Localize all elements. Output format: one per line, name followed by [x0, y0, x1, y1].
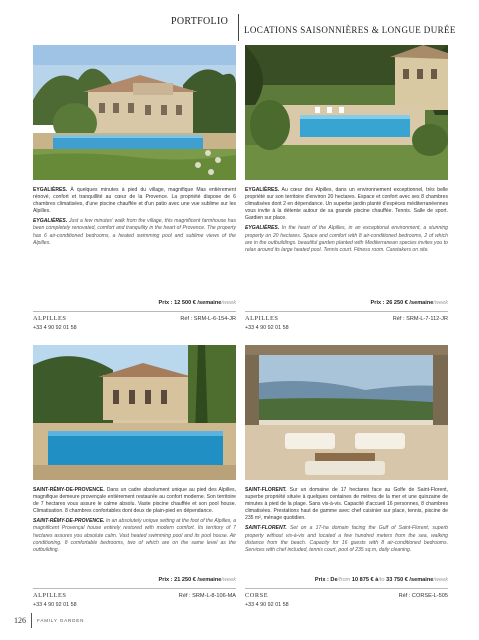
listing-divider-2 [245, 311, 448, 312]
price-value: Prix : 21 250 € /semaine [158, 577, 222, 583]
price-to: /to [378, 577, 385, 583]
listing-text-en: Just a few minutes' walk from the village, this magnificent farmhouse has been completely renovated, comfort and tranquility in the heart of Provence. The property has 6 air-conditioned bedrooms, a heated swimming pool and sublime views of the Alpilles. [33, 218, 237, 246]
header-divider [238, 14, 239, 41]
listing-place-en: SAINT-RÉMY-DE-PROVENCE. [33, 518, 105, 525]
listing-photo-2[interactable] [245, 45, 448, 180]
listing-reference-1: Réf : SRM-L-6-154-JR [180, 316, 236, 322]
listing-text-en: In an absolutely unique setting at the foot of the Alpilles, a magnificent Provençal house entirely restored with modern comfort. Its territory of 7 hectares assures you absolute calm. Vast heated swimming pool and its pool house. Air conditioning. 8 comfortable bedrooms, two of which are on the same level as the outbuilding. [33, 518, 237, 553]
listing-photo-1[interactable] [33, 45, 236, 180]
listing-text-fr: À quelques minutes à pied du village, magnifique Mas entièrement rénové, confort et tranquillité au cœur de la Provence. La propriété dispose de 6 chambres climatisées, d'une piscine chauffée et d'un patio avec une vue sublime sur les Alpilles. [33, 187, 236, 215]
listing-description-4 [245, 487, 448, 557]
listing-place: EYGALIÈRES. [245, 187, 280, 193]
footer-divider [31, 613, 32, 628]
listing-price-1 [33, 300, 236, 306]
listing-text-fr: Dans un cadre absolument unique au pied des Alpilles, magnifique demeure provençale entièrement restaurée au confort moderne. Son territoire de 7 hectares vous assure le calme absolu. Vaste piscine chauffée et son pool house. Climatisation. 8 chambres confortables dont deux de plain-pied en dépendance. [33, 487, 236, 515]
price-unit: /week [433, 577, 448, 583]
listing-phone-3[interactable]: +33 4 90 92 01 58 [33, 602, 77, 608]
listing-region-2: ALPILLES [245, 315, 279, 322]
listing-text-en: Set on a 17-ha domain facing the Gulf of Saint-Florent, superb property without vis-à-vis and located a few hundred meters from the sea, walking distance from the beach. Capacity for 16 guests with 8 air-conditioned bedrooms. Services with chef included, tennis court, pool of 235 sq.m, daily cleaning. [245, 525, 448, 553]
listing-place-en: SAINT-FLORENT. [245, 525, 287, 532]
listing-description-3 [33, 487, 236, 557]
listing-reference-4: Réf : CORSE-L-505 [398, 593, 448, 599]
price-value: Prix : 26 250 € /semaine [370, 300, 434, 306]
price-unit: /week [221, 577, 236, 583]
listing-text-fr: Au cœur des Alpilles, dans un environnement exceptionnel, très belle propriété sur son territoire d'environ 20 hectares. Espace et confort avec ses 8 chambres climatisées dont 2 en dépendance. Un superbe jardin planté d'espèces méditerranéennes vous invite à la détente autour de sa grande piscine chauffée. Tennis. Salle de sport. Gardien sur place. [245, 187, 448, 222]
page-header [171, 14, 479, 35]
price-unit: /week [433, 300, 448, 306]
listing-text-fr: Sur un domaine de 17 hectares face au Golfe de Saint-Florent, superbe propriété située à quelques centaines de mètres de la mer et une quinzaine de minutes à pied de la plage. Sans vis-à-vis. Capacité d'accueil 16 personnes, 8 chambres climatisées. Prestations haut de gamme avec chef cuisinier sur place, tennis, piscine de 235 m², ménage quotidien. [245, 487, 448, 522]
listing-phone-4[interactable]: +33 4 90 92 01 58 [245, 602, 289, 608]
page-number: 126 [14, 616, 26, 625]
listing-reference-3: Réf : SRM-L-8-106-MA [178, 593, 236, 599]
price-unit: /week [221, 300, 236, 306]
listing-description-2 [245, 187, 448, 257]
listing-price-3 [33, 577, 236, 583]
listing-place: EYGALIÈRES. [33, 187, 68, 193]
listing-description-1 [33, 187, 236, 250]
price-from: /from [337, 577, 351, 583]
listing-place: SAINT-FLORENT. [245, 487, 287, 493]
listing-divider-3 [33, 588, 236, 589]
listing-region-4: CORSE [245, 592, 269, 599]
section-subtitle: LOCATIONS SAISONNIÈRES & LONGUE DURÉE [244, 25, 456, 35]
price-value: Prix : 12 500 € /semaine [158, 300, 222, 306]
price-value: 10 875 € à [350, 577, 379, 583]
listing-reference-2: Réf : SRM-L-7-112-JR [392, 316, 448, 322]
listing-place-en: EYGALIÈRES. [245, 225, 280, 232]
listing-divider-1 [33, 311, 236, 312]
listing-phone-2[interactable]: +33 4 90 92 01 58 [245, 325, 289, 331]
price-value-max: 33 750 € /semaine [384, 577, 434, 583]
listing-place: SAINT-RÉMY-DE-PROVENCE. [33, 487, 105, 493]
listing-photo-3[interactable] [33, 345, 236, 480]
listing-photo-4[interactable] [245, 345, 448, 480]
listing-region-1: ALPILLES [33, 315, 67, 322]
listing-text-en: In the heart of the Alpilles, in an exceptional environment, a stunning property on 20 hectares. Space and comfort with 8 air-conditioned bedrooms, 2 of which are in the outbuildings. beautiful garden planted with Mediterranean species invites you to relax around its large heated pool. Tennis court. Fitness room. Caretakers on site. [245, 225, 448, 253]
price-prefix: Prix : De [314, 577, 338, 583]
listing-phone-1[interactable]: +33 4 90 92 01 58 [33, 325, 77, 331]
section-title: PORTFOLIO [171, 16, 229, 27]
footer-brand: FAMILY GARDEN [37, 618, 85, 623]
listing-place-en: EYGALIÈRES. [33, 218, 68, 225]
listing-price-2 [245, 300, 448, 306]
listing-region-3: ALPILLES [33, 592, 67, 599]
listing-divider-4 [245, 588, 448, 589]
listing-price-4 [245, 577, 448, 583]
